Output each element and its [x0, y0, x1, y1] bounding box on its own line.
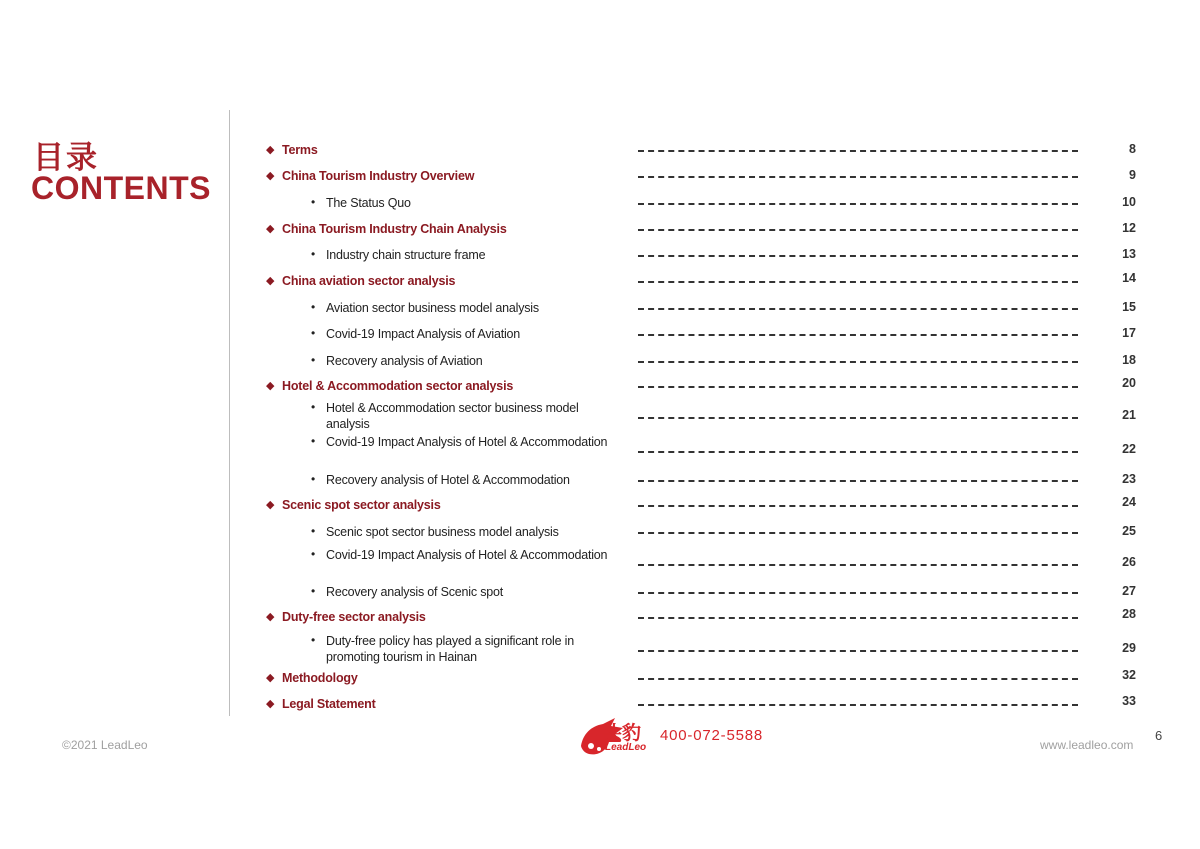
leader-dots — [638, 308, 1078, 310]
leader-dots — [638, 650, 1078, 652]
logo-english-text: LeadLeo — [605, 742, 647, 753]
toc-label: Duty-free policy has played a significant role in promoting tourism in Hainan — [326, 634, 574, 664]
toc-label: Aviation sector business model analysis — [326, 301, 539, 315]
title-chinese: 目录 — [33, 140, 99, 176]
dot-bullet-icon: • — [311, 472, 316, 486]
diamond-bullet-icon: ◆ — [266, 611, 275, 623]
leader-dots — [638, 617, 1078, 619]
leader-dots — [638, 150, 1078, 152]
toc-label: China aviation sector analysis — [282, 274, 456, 288]
diamond-bullet-icon: ◆ — [266, 672, 275, 684]
dot-bullet-icon: • — [311, 584, 316, 598]
toc-page-number: 17 — [1122, 326, 1136, 340]
page-number: 6 — [1155, 728, 1163, 743]
toc-section-item[interactable] — [266, 221, 1136, 239]
diamond-bullet-icon: ◆ — [266, 380, 275, 392]
leader-dots — [638, 203, 1078, 205]
toc-label: Industry chain structure frame — [326, 248, 486, 262]
toc-section-item[interactable] — [266, 273, 1136, 291]
toc-subitem[interactable] — [266, 584, 1136, 602]
dot-bullet-icon: • — [311, 547, 316, 561]
leader-dots — [638, 505, 1078, 507]
toc-page-number: 23 — [1122, 472, 1136, 486]
leader-dots — [638, 255, 1078, 257]
toc-section-item[interactable] — [266, 670, 1136, 688]
dot-bullet-icon: • — [311, 524, 316, 538]
toc-page-number: 32 — [1122, 668, 1136, 682]
toc-page-number: 27 — [1122, 584, 1136, 598]
toc-label: Recovery analysis of Hotel & Accommodation — [326, 473, 570, 487]
toc-subitem[interactable] — [266, 300, 1136, 318]
leader-dots — [638, 678, 1078, 680]
toc-subitem[interactable] — [266, 400, 1136, 434]
dot-bullet-icon: • — [311, 326, 316, 340]
footer-phone: 400-072-5588 — [660, 727, 764, 744]
toc-section-item[interactable] — [266, 497, 1136, 515]
leader-dots — [638, 592, 1078, 594]
diamond-bullet-icon: ◆ — [266, 170, 275, 182]
toc-label: Hotel & Accommodation sector business model analysis — [326, 401, 579, 431]
toc-page-number: 14 — [1122, 271, 1136, 285]
toc-label: Duty-free sector analysis — [282, 610, 426, 624]
diamond-bullet-icon: ◆ — [266, 499, 275, 511]
toc-page-number: 10 — [1122, 195, 1136, 209]
toc-subitem[interactable] — [266, 247, 1136, 265]
dot-bullet-icon: • — [311, 434, 316, 448]
toc-section-item[interactable] — [266, 696, 1136, 714]
toc-label: Terms — [282, 143, 318, 157]
diamond-bullet-icon: ◆ — [266, 275, 275, 287]
leader-dots — [638, 281, 1078, 283]
toc-page-number: 28 — [1122, 607, 1136, 621]
toc-label: Scenic spot sector analysis — [282, 498, 441, 512]
toc-label: Hotel & Accommodation sector analysis — [282, 379, 514, 393]
dot-bullet-icon: • — [311, 633, 316, 647]
toc-subitem[interactable] — [266, 353, 1136, 371]
toc-page-number: 8 — [1129, 142, 1136, 156]
footer-copyright: ©2021 LeadLeo — [62, 738, 148, 752]
toc-page-number: 24 — [1122, 495, 1136, 509]
diamond-bullet-icon: ◆ — [266, 698, 275, 710]
dot-bullet-icon: • — [311, 195, 316, 209]
toc-page-number: 29 — [1122, 641, 1136, 655]
dot-bullet-icon: • — [311, 353, 316, 367]
toc-label: Covid-19 Impact Analysis of Hotel & Accommodation — [326, 435, 608, 449]
footer-website[interactable]: www.leadleo.com — [1040, 738, 1134, 752]
toc-subitem[interactable] — [266, 524, 1136, 542]
title-english: CONTENTS — [31, 170, 211, 206]
toc-page-number: 18 — [1122, 353, 1136, 367]
toc-page-number: 9 — [1129, 168, 1136, 182]
toc-section-item[interactable] — [266, 168, 1136, 186]
toc-page-number: 12 — [1122, 221, 1136, 235]
toc-page-number: 22 — [1122, 442, 1136, 456]
toc-page-number: 33 — [1122, 694, 1136, 708]
leader-dots — [638, 532, 1078, 534]
leader-dots — [638, 334, 1078, 336]
leader-dots — [638, 704, 1078, 706]
toc-label: Scenic spot sector business model analysis — [326, 525, 559, 539]
diamond-bullet-icon: ◆ — [266, 144, 275, 156]
toc-page-number: 15 — [1122, 300, 1136, 314]
toc-subitem[interactable] — [266, 326, 1136, 344]
leader-dots — [638, 229, 1078, 231]
toc-page-number: 20 — [1122, 376, 1136, 390]
toc-page-number: 21 — [1122, 408, 1136, 422]
toc-section-item[interactable] — [266, 609, 1136, 627]
logo-chinese-text: 头豹 — [603, 722, 642, 744]
leader-dots — [638, 386, 1078, 388]
toc-label: Recovery analysis of Aviation — [326, 354, 483, 368]
toc-label: Covid-19 Impact Analysis of Aviation — [326, 327, 521, 341]
toc-subitem[interactable] — [266, 472, 1136, 490]
toc-label: The Status Quo — [326, 196, 411, 210]
dot-bullet-icon: • — [311, 400, 316, 414]
leader-dots — [638, 361, 1078, 363]
toc-section-item[interactable] — [266, 142, 1136, 160]
toc-label: Recovery analysis of Scenic spot — [326, 585, 504, 599]
toc-label: Legal Statement — [282, 697, 376, 711]
diamond-bullet-icon: ◆ — [266, 223, 275, 235]
toc-page-number: 25 — [1122, 524, 1136, 538]
toc-page-number: 26 — [1122, 555, 1136, 569]
leader-dots — [638, 417, 1078, 419]
dot-bullet-icon: • — [311, 300, 316, 314]
toc-subitem[interactable] — [266, 547, 1136, 581]
toc-page-number: 13 — [1122, 247, 1136, 261]
toc-label: China Tourism Industry Chain Analysis — [282, 222, 507, 236]
leader-dots — [638, 480, 1078, 482]
toc-section-item[interactable] — [266, 378, 1136, 396]
leader-dots — [638, 564, 1078, 566]
toc-label: Methodology — [282, 671, 358, 685]
toc-label: Covid-19 Impact Analysis of Hotel & Accommodation — [326, 548, 608, 562]
leader-dots — [638, 176, 1078, 178]
toc-label: China Tourism Industry Overview — [282, 169, 475, 183]
dot-bullet-icon: • — [311, 247, 316, 261]
leader-dots — [638, 451, 1078, 453]
toc-subitem[interactable] — [266, 195, 1136, 213]
toc-subitem[interactable] — [266, 633, 1136, 667]
toc-subitem[interactable] — [266, 434, 1136, 468]
